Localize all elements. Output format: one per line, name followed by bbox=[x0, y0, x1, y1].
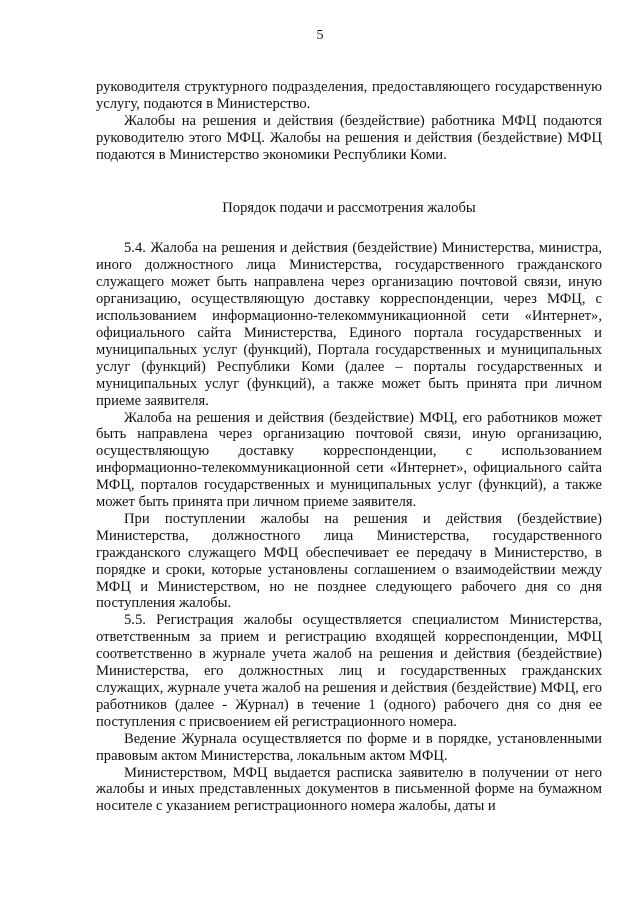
body-paragraph: 5.4. Жалоба на решения и действия (бездействие) Министерства, министра, иного должностного лица Министерства, государственного гражданского служащего может быть направлена через организацию почтовой связи, иную организацию, осуществляющую доставку корреспонденции, через МФЦ, с использованием информационно-телекоммуникационной сети «Интернет», официального сайта Министерства, Единого портала государственных и муниципальных услуг (функций), Портала государственных и муниципальных услуг (функций) Республики Коми (далее – порталы государственных и муниципальных услуг (функций), а также может быть принята при личном приеме заявителя. bbox=[96, 240, 602, 409]
body-paragraph: Ведение Журнала осуществляется по форме и в порядке, установленными правовым актом Министерства, локальным актом МФЦ. bbox=[96, 730, 602, 764]
body-paragraph: Жалоба на решения и действия (бездействие) МФЦ, его работников может быть направлена через организацию почтовой связи, иную организацию, осуществляющую доставку корреспонденции, с использованием информационно-телекоммуникационной сети «Интернет», официального сайта МФЦ, порталов государственных и муниципальных услуг (функций), а также может быть принята при личном приеме заявителя. bbox=[96, 409, 602, 511]
body-paragraph: 5.5. Регистрация жалобы осуществляется специалистом Министерства, ответственным за прием и регистрацию входящей корреспонденции, МФЦ соответственно в журнале учета жалоб на решения и действия (бездействие) Министерства, его должностных лиц и государственных гражданских служащих, журнале учета жалоб на решения и действия (бездействие) МФЦ, его работников (далее - Журнал) в течение 1 (одного) рабочего дня со дня ее поступления с присвоением ей регистрационного номера. bbox=[96, 612, 602, 730]
body-paragraph: При поступлении жалобы на решения и действия (бездействие) Министерства, должностного лица Министерства, государственного гражданского служащего МФЦ обеспечивает ее передачу в Министерство, в порядке и сроки, которые установлены соглашением о взаимодействии между МФЦ и Министерством, но не позднее следующего рабочего дня со дня поступления жалобы. bbox=[96, 510, 602, 612]
page-body bbox=[96, 79, 602, 815]
intro-paragraph: руководителя структурного подразделения, предоставляющего государственную услугу, подаются в Министерство. bbox=[96, 79, 602, 112]
intro-paragraph: Жалобы на решения и действия (бездействие) работника МФЦ подаются руководителю этого МФЦ. Жалобы на решения и действия (бездействие) МФЦ подаются в Министерство экономики Республики Коми. bbox=[96, 112, 602, 163]
section-title: Порядок подачи и рассмотрения жалобы bbox=[222, 199, 476, 216]
page-number: 5 bbox=[316, 28, 324, 43]
body-paragraph: Министерством, МФЦ выдается расписка заявителю в получении от него жалобы и иных представленных документов в письменной форме на бумажном носителе с указанием регистрационного номера жалобы, даты и bbox=[96, 764, 602, 815]
